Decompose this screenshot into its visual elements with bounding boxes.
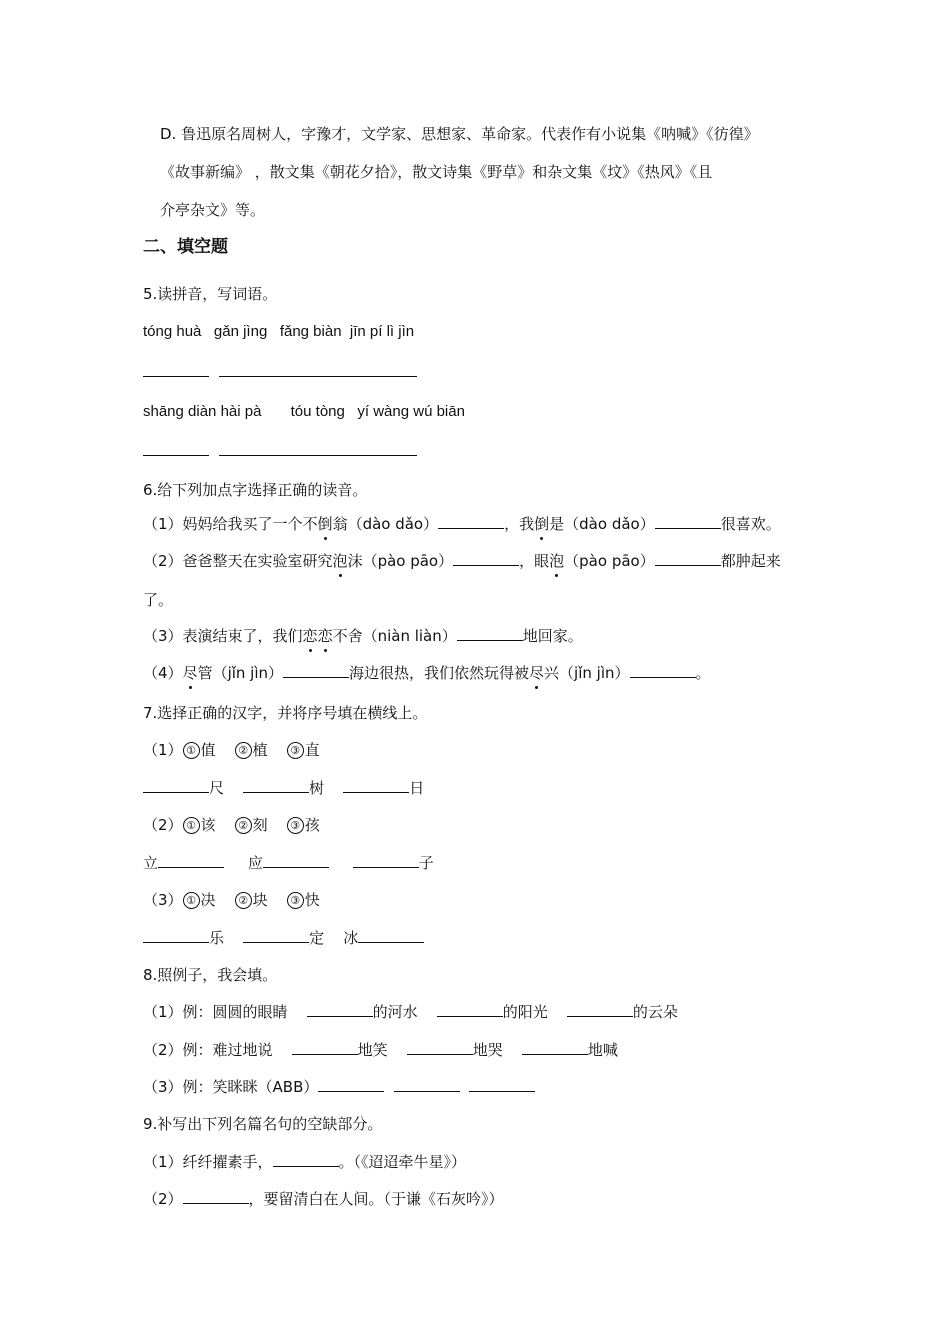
text: ，眼 — [519, 552, 550, 570]
q9-title: 9.补写出下列名篇名句的空缺部分。 — [143, 1115, 383, 1133]
answer-blank[interactable] — [143, 778, 209, 793]
word: 日 — [409, 779, 425, 797]
option-number: ① — [183, 817, 200, 834]
option-char: 块 — [252, 891, 268, 909]
pinyin: jīn pí lì jìn — [349, 323, 415, 340]
text: 。 — [695, 664, 711, 682]
answer-blank[interactable] — [438, 514, 504, 529]
text: 地回家。 — [522, 627, 583, 645]
option-number: ① — [183, 742, 200, 759]
option-char: 直 — [304, 741, 320, 759]
word: 的云朵 — [632, 1003, 678, 1021]
pinyin: yí wàng wú biān — [357, 403, 465, 420]
word: 冰 — [343, 929, 359, 947]
q7-title: 7.选择正确的汉字，并将序号填在横线上。 — [143, 704, 428, 722]
text: （4） — [143, 664, 183, 682]
q7-options-1 — [143, 740, 320, 760]
word: 乐 — [209, 929, 225, 947]
word: 尺 — [209, 779, 225, 797]
section-title: 二、填空题 — [143, 237, 228, 257]
answer-blank[interactable] — [437, 1002, 503, 1017]
answer-blank[interactable] — [567, 1002, 633, 1017]
item-label: （3） — [143, 891, 183, 909]
pinyin: gǎn jìng — [213, 323, 268, 340]
text: （2）爸爸整天在实验室研究 — [143, 552, 333, 570]
answer-blank[interactable] — [453, 551, 519, 566]
text: （2）例：难过地说 — [143, 1041, 273, 1059]
option-number: ③ — [287, 742, 304, 759]
q6-item2 — [143, 551, 781, 571]
answer-blank[interactable] — [394, 1077, 460, 1092]
answer-blank[interactable] — [263, 853, 329, 868]
q6-item2-cont: 了。 — [143, 591, 174, 609]
option-number: ① — [183, 892, 200, 909]
word: 的阳光 — [502, 1003, 548, 1021]
word: 定 — [309, 929, 325, 947]
option-char: 孩 — [304, 816, 320, 834]
option-char: 该 — [200, 816, 216, 834]
answer-blank[interactable] — [655, 514, 721, 529]
text: （3）表演结束了，我们 — [143, 627, 303, 645]
q8-item3 — [143, 1077, 535, 1097]
option-char: 快 — [304, 891, 320, 909]
q5-pinyin-row1 — [143, 322, 414, 342]
text: 兴（jǐn jìn） — [544, 664, 630, 682]
text: 管（jǐn jìn） — [197, 664, 284, 682]
dotted-char: 泡 — [549, 552, 565, 570]
q4-option-d-line2: 《故事新编》 ，散文集《朝花夕拾》，散文诗集《野草》和杂文集《坟》《热风》《且 — [160, 163, 713, 181]
answer-blank[interactable] — [183, 1189, 249, 1204]
word: 地喊 — [587, 1041, 618, 1059]
answer-blank[interactable] — [343, 778, 409, 793]
q8-item2 — [143, 1040, 618, 1060]
dotted-char: 尽 — [529, 664, 545, 682]
answer-blank[interactable] — [158, 853, 224, 868]
answer-blank[interactable] — [318, 1077, 384, 1092]
answer-blank[interactable] — [655, 551, 721, 566]
answer-blank[interactable] — [351, 362, 417, 377]
answer-blank[interactable] — [219, 362, 285, 377]
q7-blanks-3 — [143, 928, 424, 948]
text: 是（dào dǎo） — [549, 515, 655, 533]
option-char: 决 — [200, 891, 216, 909]
dotted-char: 尽 — [182, 664, 198, 682]
pinyin: tóu tòng — [290, 403, 345, 420]
answer-blank[interactable] — [283, 663, 349, 678]
q9-item2 — [143, 1189, 504, 1209]
answer-blank[interactable] — [243, 778, 309, 793]
answer-blank[interactable] — [522, 1040, 588, 1055]
pinyin: hài pà — [220, 403, 262, 420]
q4-option-d-line1: D. 鲁迅原名周树人，字豫才，文学家、思想家、革命家。代表作有小说集《呐喊》《彷徨》 — [160, 125, 759, 143]
answer-blank[interactable] — [143, 928, 209, 943]
word: 地哭 — [472, 1041, 503, 1059]
option-number: ③ — [287, 892, 304, 909]
pinyin: shāng diàn — [143, 403, 217, 420]
answer-blank[interactable] — [407, 1040, 473, 1055]
q5-pinyin-row2 — [143, 402, 465, 422]
text: 沫（pào pāo） — [347, 552, 454, 570]
word: 树 — [309, 779, 325, 797]
answer-blank[interactable] — [630, 663, 696, 678]
text: （1）妈妈给我买了一个不 — [143, 515, 318, 533]
q4-option-d-line3: 介亭杂文》等。 — [160, 201, 266, 219]
item-label: （1） — [143, 741, 183, 759]
option-number: ② — [235, 892, 252, 909]
answer-blank[interactable] — [307, 1002, 373, 1017]
q7-blanks-1 — [143, 778, 424, 798]
q5-blank-row2 — [143, 441, 417, 461]
pinyin: fǎng biàn — [279, 323, 342, 340]
text: （pào pāo） — [564, 552, 655, 570]
q7-options-2 — [143, 815, 320, 835]
answer-blank[interactable] — [243, 928, 309, 943]
text: 不舍（niàn liàn） — [332, 627, 457, 645]
option-char: 植 — [252, 741, 268, 759]
q7-options-3 — [143, 890, 320, 910]
q7-blanks-2 — [143, 853, 434, 873]
word: 应 — [247, 854, 263, 872]
q6-title: 6.给下列加点字选择正确的读音。 — [143, 481, 368, 499]
word: 子 — [418, 854, 434, 872]
option-char: 值 — [200, 741, 216, 759]
answer-blank[interactable] — [219, 441, 285, 456]
option-number: ② — [235, 817, 252, 834]
dotted-char: 倒 — [534, 515, 550, 533]
answer-blank[interactable] — [285, 362, 351, 377]
dotted-char: 恋 — [302, 627, 318, 645]
text: 翁（dào dǎo） — [332, 515, 439, 533]
answer-blank[interactable] — [457, 626, 523, 641]
answer-blank[interactable] — [353, 853, 419, 868]
text: （2） — [143, 1190, 183, 1208]
pinyin: tóng huà — [143, 323, 202, 340]
q5-title: 5.读拼音，写词语。 — [143, 285, 278, 303]
answer-blank[interactable] — [143, 362, 209, 377]
text: ，要留清白在人间。（于谦《石灰吟》） — [248, 1190, 504, 1208]
text: 。（《迢迢牵牛星》） — [338, 1153, 467, 1171]
q8-title: 8.照例子，我会填。 — [143, 966, 278, 984]
answer-blank[interactable] — [358, 928, 424, 943]
option-char: 刻 — [252, 816, 268, 834]
dotted-char: 泡 — [332, 552, 348, 570]
dotted-char: 恋 — [317, 627, 333, 645]
q6-item4 — [143, 663, 711, 683]
answer-blank[interactable] — [469, 1077, 535, 1092]
item-label: （2） — [143, 816, 183, 834]
dotted-char: 倒 — [317, 515, 333, 533]
answer-blank[interactable] — [285, 441, 351, 456]
text: 海边很热，我们依然玩得被 — [349, 664, 530, 682]
text: 都肿起来 — [720, 552, 781, 570]
answer-blank[interactable] — [273, 1152, 339, 1167]
text: （1）例：圆圆的眼睛 — [143, 1003, 288, 1021]
text: ，我 — [504, 515, 535, 533]
word: 立 — [143, 854, 159, 872]
q6-item3 — [143, 626, 583, 646]
q6-item1 — [143, 514, 781, 534]
text: （1）纤纤擢素手， — [143, 1153, 273, 1171]
option-number: ③ — [287, 817, 304, 834]
word: 地笑 — [357, 1041, 388, 1059]
answer-blank[interactable] — [351, 441, 417, 456]
option-number: ② — [235, 742, 252, 759]
q8-item1 — [143, 1002, 678, 1022]
text: （3）例：笑眯眯（ABB） — [143, 1078, 319, 1096]
answer-blank[interactable] — [143, 441, 209, 456]
answer-blank[interactable] — [292, 1040, 358, 1055]
word: 的河水 — [372, 1003, 418, 1021]
q9-item1 — [143, 1152, 466, 1172]
text: 很喜欢。 — [720, 515, 781, 533]
q5-blank-row1 — [143, 362, 417, 382]
